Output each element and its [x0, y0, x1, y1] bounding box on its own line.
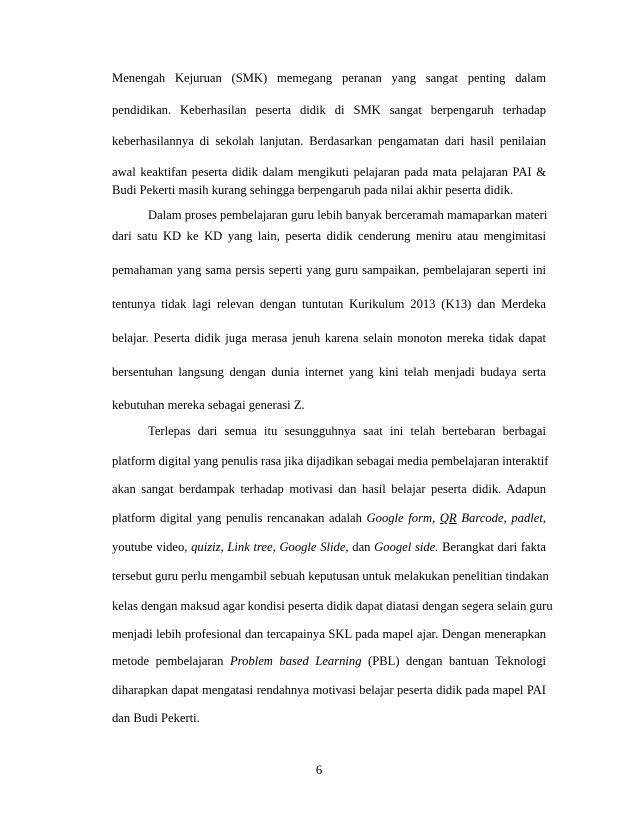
- underlined-text-run: QR: [439, 511, 457, 525]
- text-run: youtube video,: [112, 540, 192, 554]
- body-text-line: diharapkan dapat mengatasi rendahnya motivasi belajar peserta didik pada mapel PAI: [112, 683, 546, 697]
- body-text-line: kebutuhan mereka sebagai generasi Z.: [112, 398, 305, 412]
- text-run: ,: [503, 511, 512, 525]
- body-text-line: kelas dengan maksud agar kondisi peserta didik dapat diatasi dengan segera selain guru: [112, 599, 553, 613]
- text-run: metode pembelajaran: [112, 654, 230, 668]
- italic-text-run: Googel side.: [374, 540, 439, 554]
- body-text-line: [112, 652, 546, 670]
- body-text-line: Menengah Kejuruan (SMK) memegang peranan yang sangat penting dalam: [112, 71, 546, 85]
- body-text-line: pemahaman yang sama persis seperti yang guru sampaikan, pembelajaran seperti ini: [112, 263, 546, 277]
- italic-text-run: Problem based Learning: [229, 654, 362, 668]
- body-text-line: keberhasilannya di sekolah lanjutan. Berdasarkan pengamatan dari hasil penilaian: [112, 134, 546, 148]
- page-number: 6: [315, 763, 323, 777]
- text-run: Berangkat dari fakta: [438, 540, 547, 554]
- body-text-line: dan Budi Pekerti.: [112, 711, 200, 725]
- text-run: ,: [220, 540, 228, 554]
- body-text-line: tersebut guru perlu mengambil sebuah keputusan untuk melakukan penelitian tindakan: [112, 569, 549, 583]
- body-text-line: [112, 509, 546, 527]
- body-text-line: Budi Pekerti masih kurang sehingga berpengaruh pada nilai akhir peserta didik.: [112, 183, 514, 197]
- italic-text-run: padlet: [511, 511, 543, 525]
- body-text-line: Terlepas dari semua itu sesungguhnya saat ini telah bertebaran berbagai: [148, 424, 546, 438]
- body-text-line: tentunya tidak lagi relevan dengan tuntutan Kurikulum 2013 (K13) dan Merdeka: [112, 297, 546, 311]
- italic-text-run: Link tree, Google Slide,: [227, 540, 349, 554]
- body-text-line: belajar. Peserta didik juga merasa jenuh karena selain monoton mereka tidak dapat: [112, 331, 546, 345]
- body-text-line: menjadi lebih profesional dan tercapainya SKL pada mapel ajar. Dengan menerapkan: [112, 627, 546, 641]
- text-run: dan: [348, 540, 375, 554]
- body-text-line: [112, 538, 546, 556]
- text-run: ,: [542, 511, 546, 525]
- italic-text-run: Google form, QR Barcode: [366, 511, 504, 525]
- body-text-line: Dalam proses pembelajaran guru lebih banyak berceramah mamaparkan materi: [148, 208, 548, 222]
- body-text-line: awal keaktifan peserta didik dalam mengikuti pelajaran pada mata pelajaran PAI &: [112, 165, 546, 179]
- body-text-line: dari satu KD ke KD yang lain, peserta didik cenderung meniru atau mengimitasi: [112, 229, 546, 243]
- text-run: (PBL) dengan bantuan Teknologi: [361, 654, 546, 668]
- body-text-line: bersentuhan langsung dengan dunia internet yang kini telah menjadi budaya serta: [112, 365, 546, 379]
- body-text-line: platform digital yang penulis rasa jika dijadikan sebagai media pembelajaran interaktif: [112, 454, 549, 468]
- body-text-line: akan sangat berdampak terhadap motivasi dan hasil belajar peserta didik. Adapun: [112, 482, 546, 496]
- body-text-line: pendidikan. Keberhasilan peserta didik di SMK sangat berpengaruh terhadap: [112, 103, 546, 117]
- text-run: platform digital yang penulis rencanakan adalah: [112, 511, 367, 525]
- italic-text-run: quiziz: [191, 540, 221, 554]
